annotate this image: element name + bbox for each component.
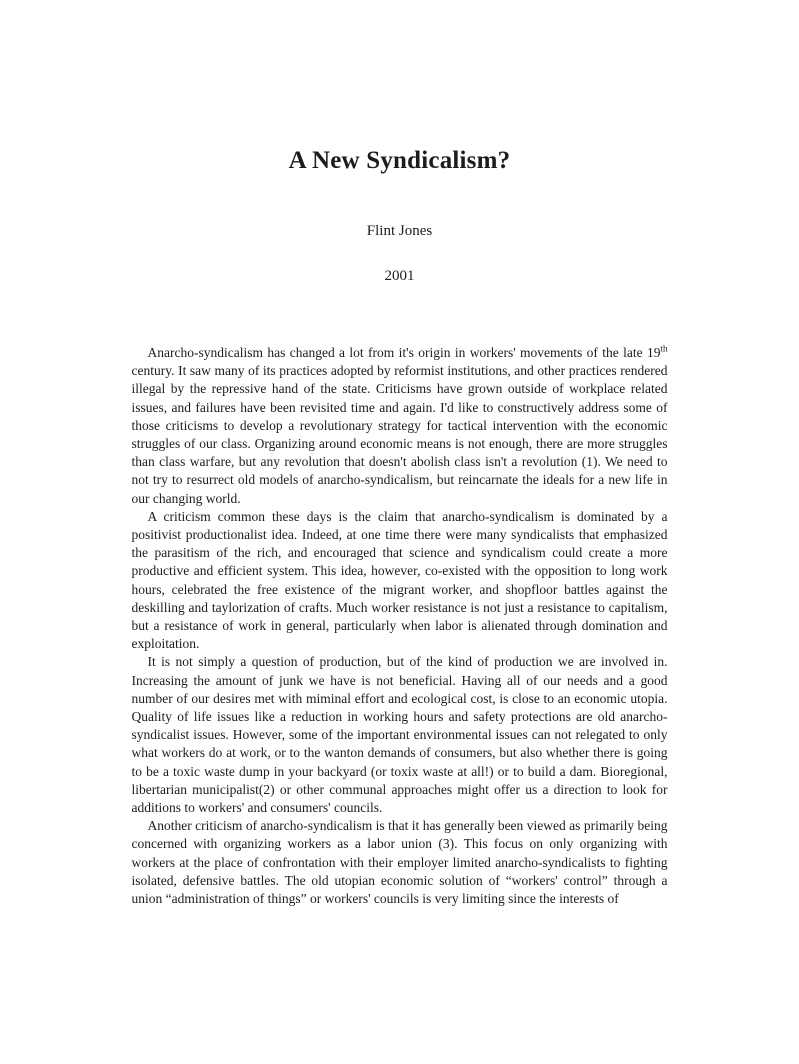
- body-paragraph-4: Another criticism of anarcho-syndicalism is that it has generally been viewed as primarily being concerned with organizing workers as a labor union (3). This focus on only organizing with workers at the place of confrontation with their employer limited anarcho-syndicalists to fighting isolated, defensive battles. The old utopian economic solution of “workers' control” through a union “administration of things” or workers' councils is very limiting since the interests of: [131, 818, 668, 907]
- document-body: [132, 344, 668, 908]
- document-author: Flint Jones: [366, 223, 433, 239]
- ordinal-superscript: th: [660, 343, 668, 354]
- body-paragraph-2: A criticism common these days is the claim that anarcho-syndicalism is dominated by a positivist productionalist idea. Indeed, at one time there were many syndicalists that emphasized the parasitism of the rich, and encouraged that science and syndicalism could create a more productive and efficient system. This idea, however, co-existed with the opposition to long work hours, celebrated the free existence of the migrant worker, and shopfloor battles against the deskilling and taylorization of crafts. Much worker resistance is not just a resistance to capitalism, but a resistance of work in general, particularly when labor is alienated through domination and exploitation.: [131, 508, 668, 652]
- paragraph-1-text-pre: Anarcho-syndicalism has changed a lot from it's origin in workers' movements of the late 19: [147, 345, 661, 360]
- document-title: A New Syndicalism?: [288, 147, 511, 174]
- body-paragraph-1: [132, 344, 668, 508]
- paragraph-1-text-post: century. It saw many of its practices adopted by reformist institutions, and other practices rendered illegal by the repressive hand of the state. Criticisms have grown outside of workplace related issues, and failures have been revisited time and again. I'd like to constructively address some of those criticisms to develop a revolutionary strategy for tactical intervention with the economic struggles of our class. Organizing around economic means is not enough, there are more struggles than class warfare, but any revolution that doesn't abolish class isn't a revolution (1). We need to not try to resurrect old models of anarcho-syndicalism, but reincarnate the ideals for a new life in our changing world.: [131, 363, 668, 506]
- body-paragraph-3: It is not simply a question of production, but of the kind of production we are involved in. Increasing the amount of junk we have is not beneficial. Having all of our needs and a good number of our desires met with miminal effort and ecological cost, is close to an economic utopia. Quality of life issues like a reduction in working hours and safety protections are old anarcho-syndicalist issues. However, some of the important environmental issues can not relegated to only what workers do at work, or to the wanton demands of consumers, but also whether there is going to be a toxic waste dump in your backyard (or toxix waste at all!) or to build a dam. Bioregional, libertarian municipalist(2) or other communal approaches might offer us a direction to look for additions to workers' and consumers' councils.: [131, 654, 668, 816]
- document-date: 2001: [384, 268, 415, 284]
